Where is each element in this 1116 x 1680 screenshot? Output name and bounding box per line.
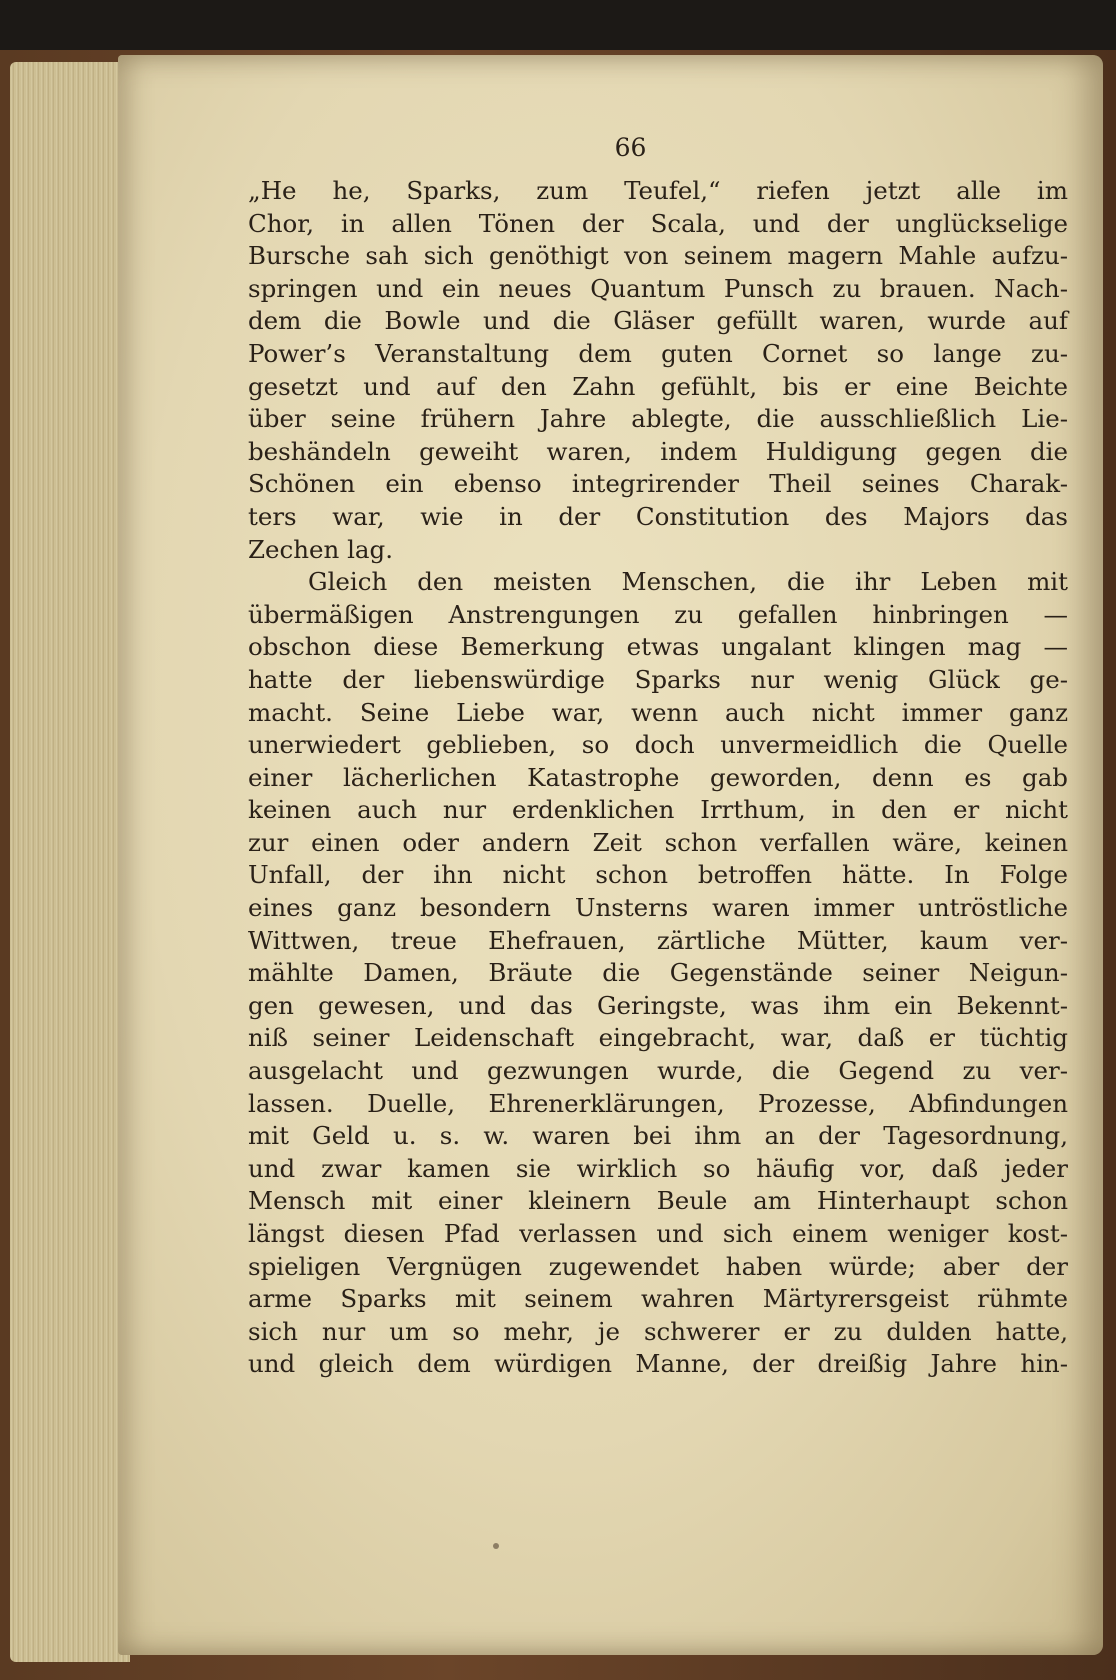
text-line: obschon diese Bemerkung etwas ungalant klingen mag —: [248, 632, 1068, 662]
text-line: übermäßigen Anstrengungen zu gefallen hinbringen —: [248, 599, 1068, 629]
text-line: zur einen oder andern Zeit schon verfallen wäre, keinen: [248, 827, 1068, 857]
text-line: und zwar kamen sie wirklich so häufig vor, daß jeder: [248, 1153, 1068, 1183]
book-page: [118, 55, 1103, 1655]
text-line: mählte Damen, Bräute die Gegenstände seiner Neigun-: [248, 958, 1068, 988]
text-line: und gleich dem würdigen Manne, der dreißig Jahre hin-: [248, 1349, 1068, 1379]
page-number: 66: [614, 133, 647, 162]
ink-spot: [493, 1543, 499, 1549]
text-line: Schönen ein ebenso integrirender Theil seines Charak-: [248, 469, 1068, 499]
text-line: spieligen Vergnügen zugewendet haben würde; aber der: [248, 1251, 1068, 1281]
text-line: springen und ein neues Quantum Punsch zu brauen. Nach-: [248, 273, 1068, 303]
text-line: lassen. Duelle, Ehrenerklärungen, Prozesse, Abfindungen: [248, 1088, 1068, 1118]
text-line: unerwiedert geblieben, so doch unvermeidlich die Quelle: [248, 730, 1068, 760]
text-line: mit Geld u. s. w. waren bei ihm an der Tagesordnung,: [248, 1121, 1068, 1151]
text-line: Zechen lag.: [248, 534, 394, 564]
text-line: niß seiner Leidenschaft eingebracht, war, daß er tüchtig: [248, 1023, 1068, 1053]
text-line: Gleich den meisten Menschen, die ihr Leben mit: [308, 567, 1068, 597]
text-line: ters war, wie in der Constitution des Majors das: [248, 501, 1068, 531]
page-stack-edge: [10, 62, 130, 1662]
text-line: eines ganz besondern Unsterns waren immer untröstliche: [248, 893, 1068, 923]
text-line: ausgelacht und gezwungen wurde, die Gegend zu ver-: [248, 1056, 1068, 1086]
text-line: dem die Bowle und die Gläser gefüllt waren, wurde auf: [248, 306, 1068, 336]
text-line: längst diesen Pfad verlassen und sich einem weniger kost-: [248, 1219, 1068, 1248]
text-line: „He he, Sparks, zum Teufel,“ riefen jetzt alle im: [248, 176, 1068, 205]
text-line: Bursche sah sich genöthigt von seinem magern Mahle aufzu-: [248, 241, 1068, 271]
text-line: über seine frühern Jahre ablegte, die ausschließlich Lie-: [248, 404, 1068, 434]
text-line: macht. Seine Liebe war, wenn auch nicht immer ganz: [248, 697, 1068, 727]
text-line: Chor, in allen Tönen der Scala, und der unglückselige: [248, 208, 1068, 238]
text-line: gen gewesen, und das Geringste, was ihm ein Bekennt-: [248, 990, 1068, 1020]
text-line: keinen auch nur erdenklichen Irrthum, in den er nicht: [248, 795, 1068, 825]
text-line: arme Sparks mit seinem wahren Märtyrersgeist rühmte: [248, 1284, 1068, 1314]
text-line: gesetzt und auf den Zahn gefühlt, bis er eine Beichte: [248, 371, 1068, 401]
text-line: beshändeln geweiht waren, indem Huldigung gegen die: [248, 436, 1068, 466]
text-line: Unfall, der ihn nicht schon betroffen hätte. In Folge: [248, 860, 1068, 890]
text-line: sich nur um so mehr, je schwerer er zu dulden hatte,: [248, 1316, 1068, 1346]
text-line: hatte der liebenswürdige Sparks nur wenig Glück ge-: [248, 664, 1068, 694]
text-line: Wittwen, treue Ehefrauen, zärtliche Mütter, kaum ver-: [248, 925, 1068, 955]
text-line: Power’s Veranstaltung dem guten Cornet so lange zu-: [248, 338, 1068, 368]
text-line: einer lächerlichen Katastrophe geworden, denn es gab: [248, 762, 1068, 792]
body-text: [248, 175, 1068, 1381]
text-line: Mensch mit einer kleinern Beule am Hinterhaupt schon: [248, 1186, 1068, 1216]
